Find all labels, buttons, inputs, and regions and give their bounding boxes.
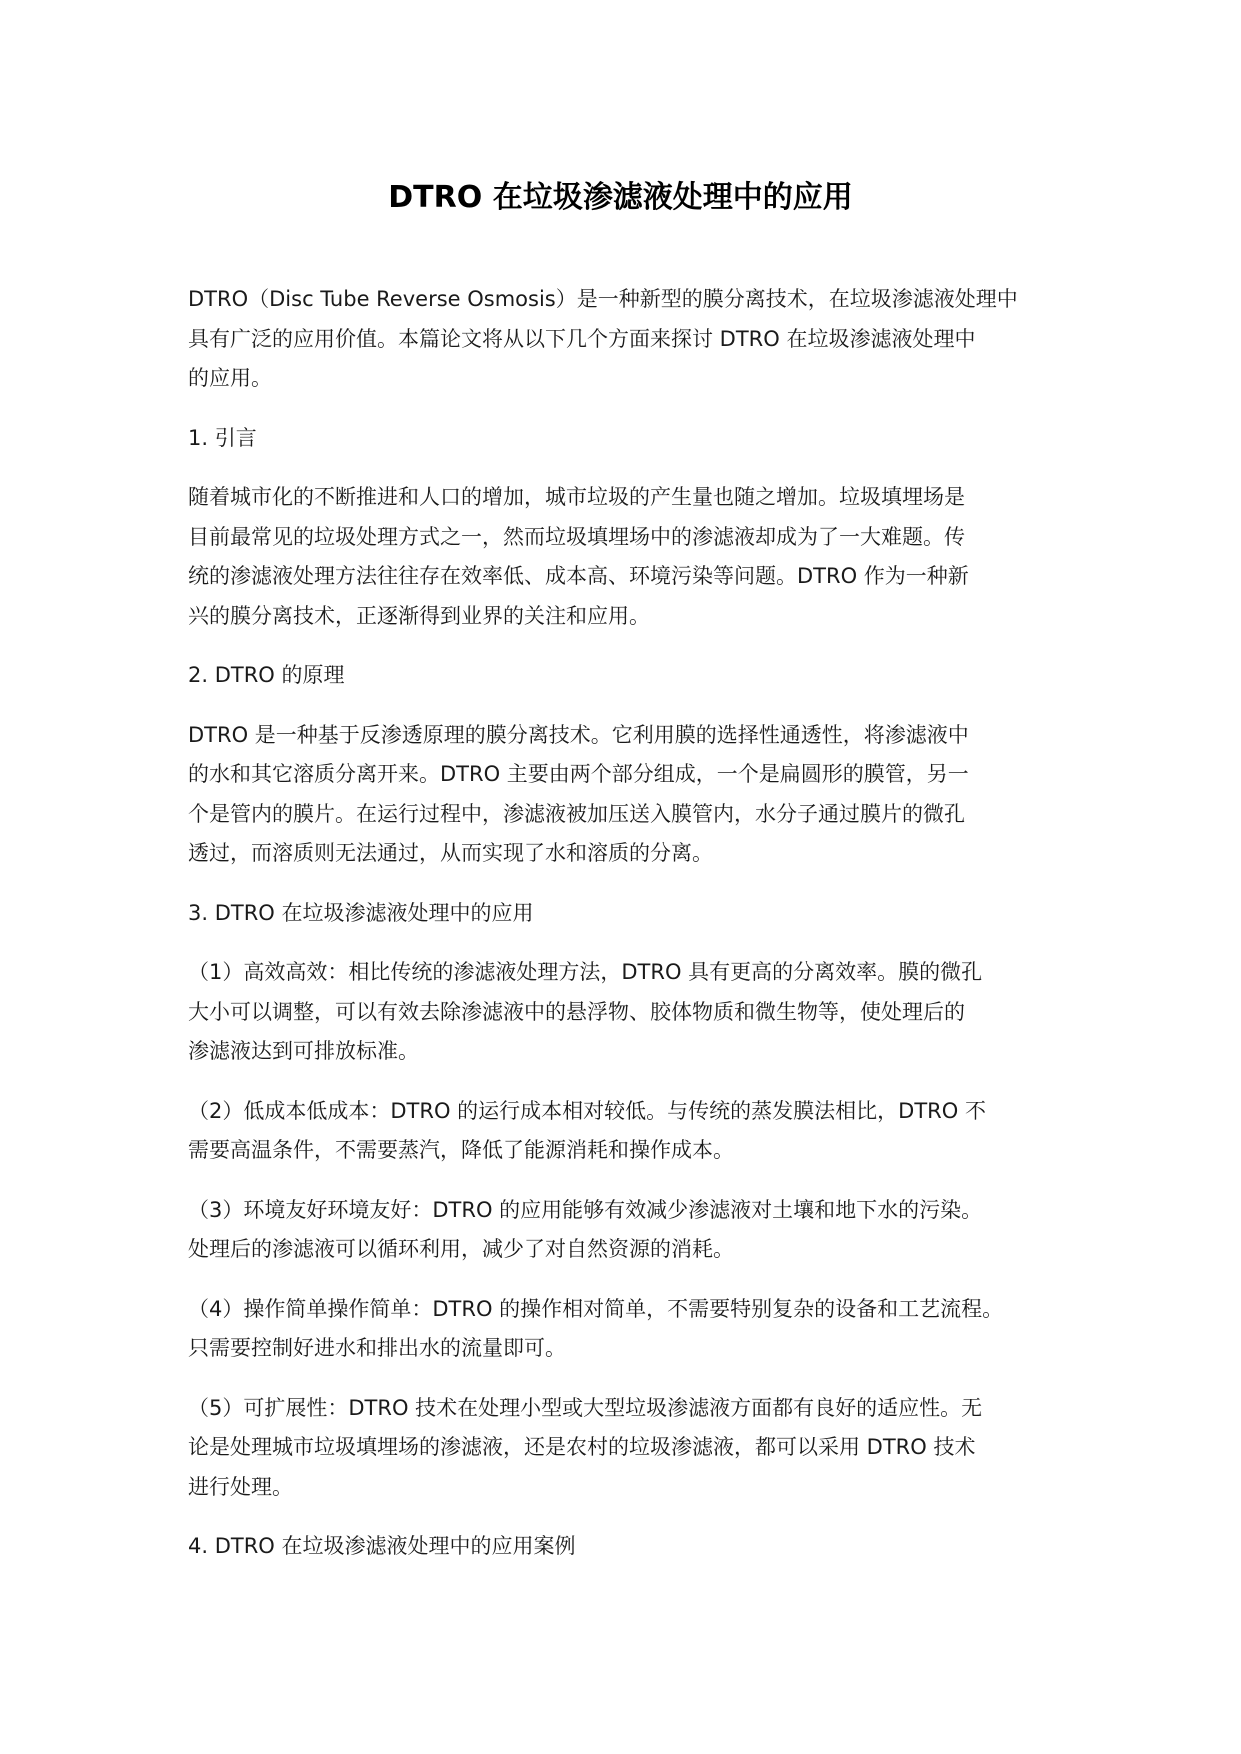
document-body — [188, 280, 1088, 1587]
text-line: （5）可扩展性：DTRO 技术在处理小型或大型垃圾渗滤液方面都有良好的适应性。无 — [188, 1395, 983, 1420]
text-line: 处理后的渗滤液可以循环利用，减少了对自然资源的消耗。 — [188, 1237, 734, 1261]
heading-line: 1. 引言 — [188, 425, 257, 450]
text-line: 兴的膜分离技术，正逐渐得到业界的关注和应用。 — [188, 603, 650, 628]
heading-line: 3. DTRO 在垃圾渗滤液处理中的应用 — [188, 900, 534, 925]
text-line: （1）高效高效：相比传统的渗滤液处理方法，DTRO 具有更高的分离效率。膜的微孔 — [188, 960, 983, 984]
section-heading-1 — [188, 419, 1088, 459]
text-line: （4）操作简单操作简单：DTRO 的操作相对简单，不需要特别复杂的设备和工艺流程。 — [188, 1296, 1004, 1321]
text-line: 只需要控制好进水和排出水的流量即可。 — [188, 1336, 566, 1360]
section-heading-4 — [188, 1527, 1088, 1567]
text-line: 随着城市化的不断推进和人口的增加，城市垃圾的产生量也随之增加。垃圾填埋场是 — [188, 485, 965, 509]
heading-line: 4. DTRO 在垃圾渗滤液处理中的应用案例 — [188, 1534, 576, 1558]
document-title: DTRO 在垃圾渗滤液处理中的应用 — [388, 180, 853, 215]
paragraph-intro — [188, 280, 1088, 399]
text-line: （3）环境友好环境友好：DTRO 的应用能够有效减少渗滤液对土壤和地下水的污染。 — [188, 1197, 983, 1222]
text-line: 个是管内的膜片。在运行过程中，渗滤液被加压送入膜管内，水分子通过膜片的微孔 — [188, 801, 965, 826]
heading-line: 2. DTRO 的原理 — [188, 663, 345, 687]
paragraph-item-5 — [188, 1389, 1088, 1508]
text-line: 统的渗滤液处理方法往往存在效率低、成本高、环境污染等问题。DTRO 作为一种新 — [188, 564, 969, 588]
paragraph-section-1 — [188, 478, 1088, 636]
paragraph-section-2 — [188, 716, 1088, 874]
text-line: 渗滤液达到可排放标准。 — [188, 1039, 419, 1063]
text-line: 大小可以调整，可以有效去除渗滤液中的悬浮物、胶体物质和微生物等，使处理后的 — [188, 999, 965, 1024]
section-heading-2 — [188, 656, 1088, 696]
text-line: 目前最常见的垃圾处理方式之一，然而垃圾填埋场中的渗滤液却成为了一大难题。传 — [188, 524, 965, 549]
text-line: 具有广泛的应用价值。本篇论文将从以下几个方面来探讨 DTRO 在垃圾渗滤液处理中 — [188, 326, 976, 351]
text-line: 透过，而溶质则无法通过，从而实现了水和溶质的分离。 — [188, 841, 713, 865]
paragraph-item-1 — [188, 953, 1088, 1072]
text-line: 需要高温条件，不需要蒸汽，降低了能源消耗和操作成本。 — [188, 1138, 734, 1162]
text-line: DTRO（Disc Tube Reverse Osmosis）是一种新型的膜分离技术，在垃圾渗滤液处理中 — [188, 287, 1018, 311]
text-line: 论是处理城市垃圾填埋场的渗滤液，还是农村的垃圾渗滤液，都可以采用 DTRO 技术 — [188, 1435, 976, 1459]
paragraph-item-4 — [188, 1290, 1088, 1369]
text-line: DTRO 是一种基于反渗透原理的膜分离技术。它利用膜的选择性通透性，将渗滤液中 — [188, 722, 969, 747]
text-line: 的水和其它溶质分离开来。DTRO 主要由两个部分组成，一个是扁圆形的膜管，另一 — [188, 762, 969, 786]
paragraph-item-3 — [188, 1191, 1088, 1270]
text-line: （2）低成本低成本：DTRO 的运行成本相对较低。与传统的蒸发膜法相比，DTRO 不 — [188, 1098, 986, 1123]
text-line: 进行处理。 — [188, 1474, 293, 1499]
paragraph-item-2 — [188, 1092, 1088, 1171]
section-heading-3 — [188, 894, 1088, 934]
text-line: 的应用。 — [188, 366, 272, 390]
